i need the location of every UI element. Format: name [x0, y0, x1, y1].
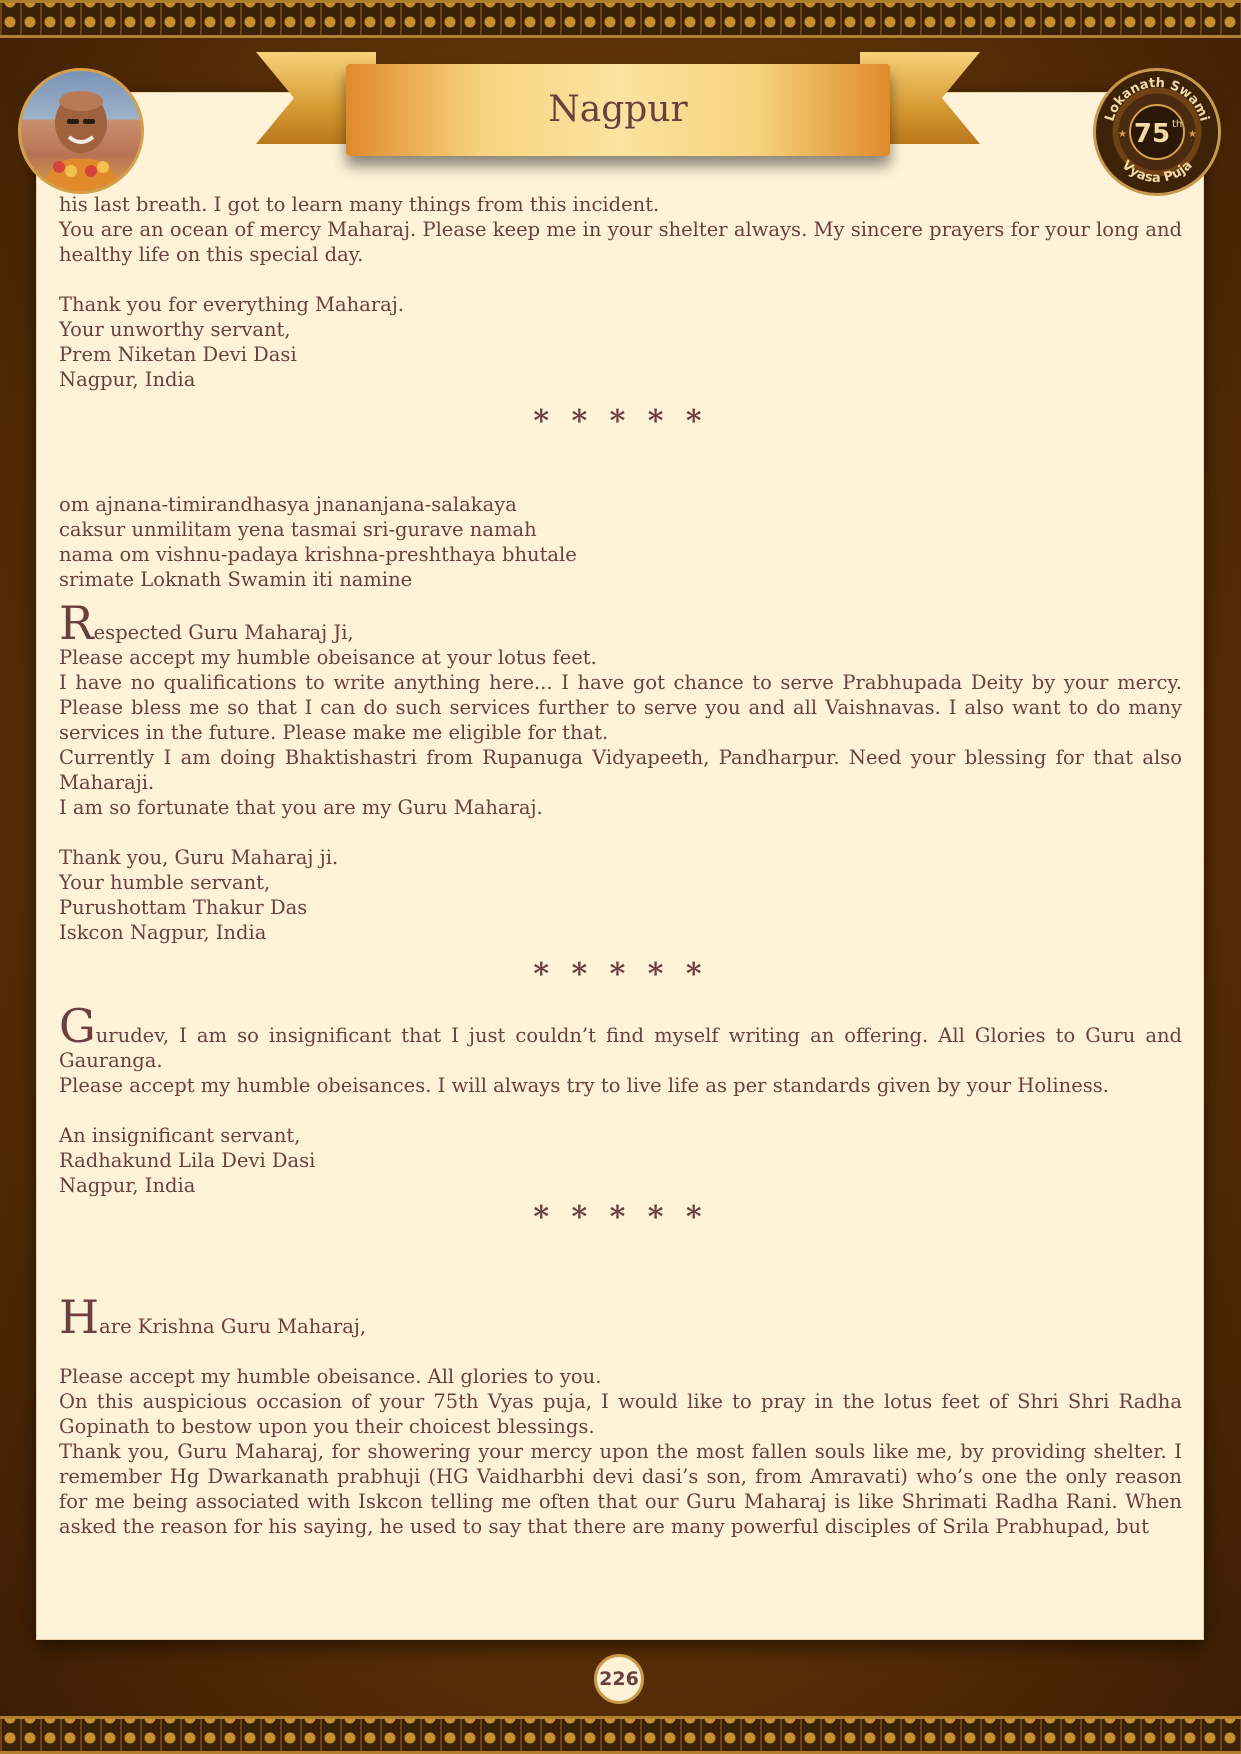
paragraph: his last breath. I got to learn many things from this incident. — [59, 193, 660, 216]
mantra-line: nama om vishnu-padaya krishna-preshthaya bhutale — [59, 543, 577, 566]
section-separator: * * * * * — [533, 404, 708, 439]
signoff-line: Your humble servant, — [59, 871, 271, 894]
drop-cap: G — [59, 999, 96, 1053]
salutation: Hare Krishna Guru Maharaj, — [59, 1290, 367, 1344]
drop-cap: R — [59, 596, 94, 650]
mantra-line: srimate Loknath Swamin iti namine — [59, 568, 413, 591]
mantra-line: caksur unmilitam yena tasmai sri-gurave namah — [59, 518, 537, 541]
drop-cap: H — [59, 1290, 100, 1344]
svg-text:Vyasa Puja — [1119, 158, 1196, 186]
top-decorative-border — [0, 0, 1241, 38]
paragraph: On this auspicious occasion of your 75th Vyas puja, I would like to pray in the lotus feet of Shri Shri Radha Gopinath to bestow upon you their choicest blessings. — [59, 1390, 1182, 1438]
svg-text:★: ★ — [1188, 129, 1197, 140]
salutation: Respected Guru Maharaj Ji, — [59, 596, 354, 650]
mantra-line: om ajnana-timirandhasya jnananjana-salakaya — [59, 493, 517, 516]
paragraph: Currently I am doing Bhaktishastri from Rupanuga Vidyapeeth, Pandharpur. Need your blessing for that also Maharaji. — [59, 746, 1182, 794]
paragraph: Please accept my humble obeisance at your lotus feet. — [59, 646, 597, 669]
bottom-decorative-border — [0, 1716, 1241, 1754]
page-number: 226 — [594, 1654, 644, 1704]
page-title: Nagpur — [548, 89, 688, 130]
svg-text:★: ★ — [1118, 129, 1127, 140]
author-name: Purushottam Thakur Das — [59, 896, 308, 919]
signoff-line: An insignificant servant, — [59, 1124, 301, 1147]
paragraph: Please accept my humble obeisance. All glories to you. — [59, 1365, 602, 1388]
author-location: Nagpur, India — [59, 368, 196, 391]
paragraph: I am so fortunate that you are my Guru Maharaj. — [59, 796, 543, 819]
paragraph: You are an ocean of mercy Maharaj. Please keep me in your shelter always. My sincere prayers for your long and healthy life on this special day. — [59, 218, 1182, 266]
section-separator: * * * * * — [533, 957, 708, 992]
signoff-line: Your unworthy servant, — [59, 318, 291, 341]
author-name: Prem Niketan Devi Dasi — [59, 343, 297, 366]
guru-portrait-avatar — [18, 68, 144, 194]
portrait-illustration — [21, 71, 141, 191]
signoff-line: Thank you, Guru Maharaj ji. — [59, 846, 339, 869]
page-content — [59, 192, 1182, 1539]
seal-suffix: th — [1172, 119, 1183, 130]
author-location: Iskcon Nagpur, India — [59, 921, 267, 944]
title-banner — [256, 46, 980, 176]
paragraph: Gurudev, I am so insignificant that I just couldn’t find myself writing an offering. All Glories to Guru and Gauranga. — [59, 999, 1182, 1072]
seal-number: 75 — [1133, 119, 1171, 149]
section-separator: * * * * * — [533, 1200, 708, 1235]
vyasa-puja-75th-seal — [1093, 68, 1221, 196]
paragraph: Thank you, Guru Maharaj, for showering your mercy upon the most fallen souls like me, by providing shelter. I remember Hg Dwarkanath prabhuji (HG Vaidharbhi devi dasi’s son, from Amravati) who’s one the only reason for me being associated with Iskcon telling me often that our Guru Maharaj is like Shrimati Radha Rani. When asked the reason for his saying, he used to say that there are many powerful disciples of Srila Prabhupad, but — [59, 1440, 1182, 1538]
seal-bottom-text: Vyasa Puja — [1118, 157, 1196, 187]
seal-top-text: Lokanath Swami — [1102, 75, 1212, 124]
paragraph: I have no qualifications to write anything here... I have got chance to serve Prabhupada Deity by your mercy. Please bless me so that I can do such services further to serve you and all Vaishnavas. I also want to do many services in the future. Please make me eligible for that. — [59, 671, 1182, 744]
signoff-line: Thank you for everything Maharaj. — [59, 293, 405, 316]
author-name: Radhakund Lila Devi Dasi — [59, 1149, 316, 1172]
paragraph: Please accept my humble obeisances. I will always try to live life as per standards given by your Holiness. — [59, 1074, 1109, 1097]
author-location: Nagpur, India — [59, 1174, 196, 1197]
seal-emblem — [1096, 71, 1218, 193]
